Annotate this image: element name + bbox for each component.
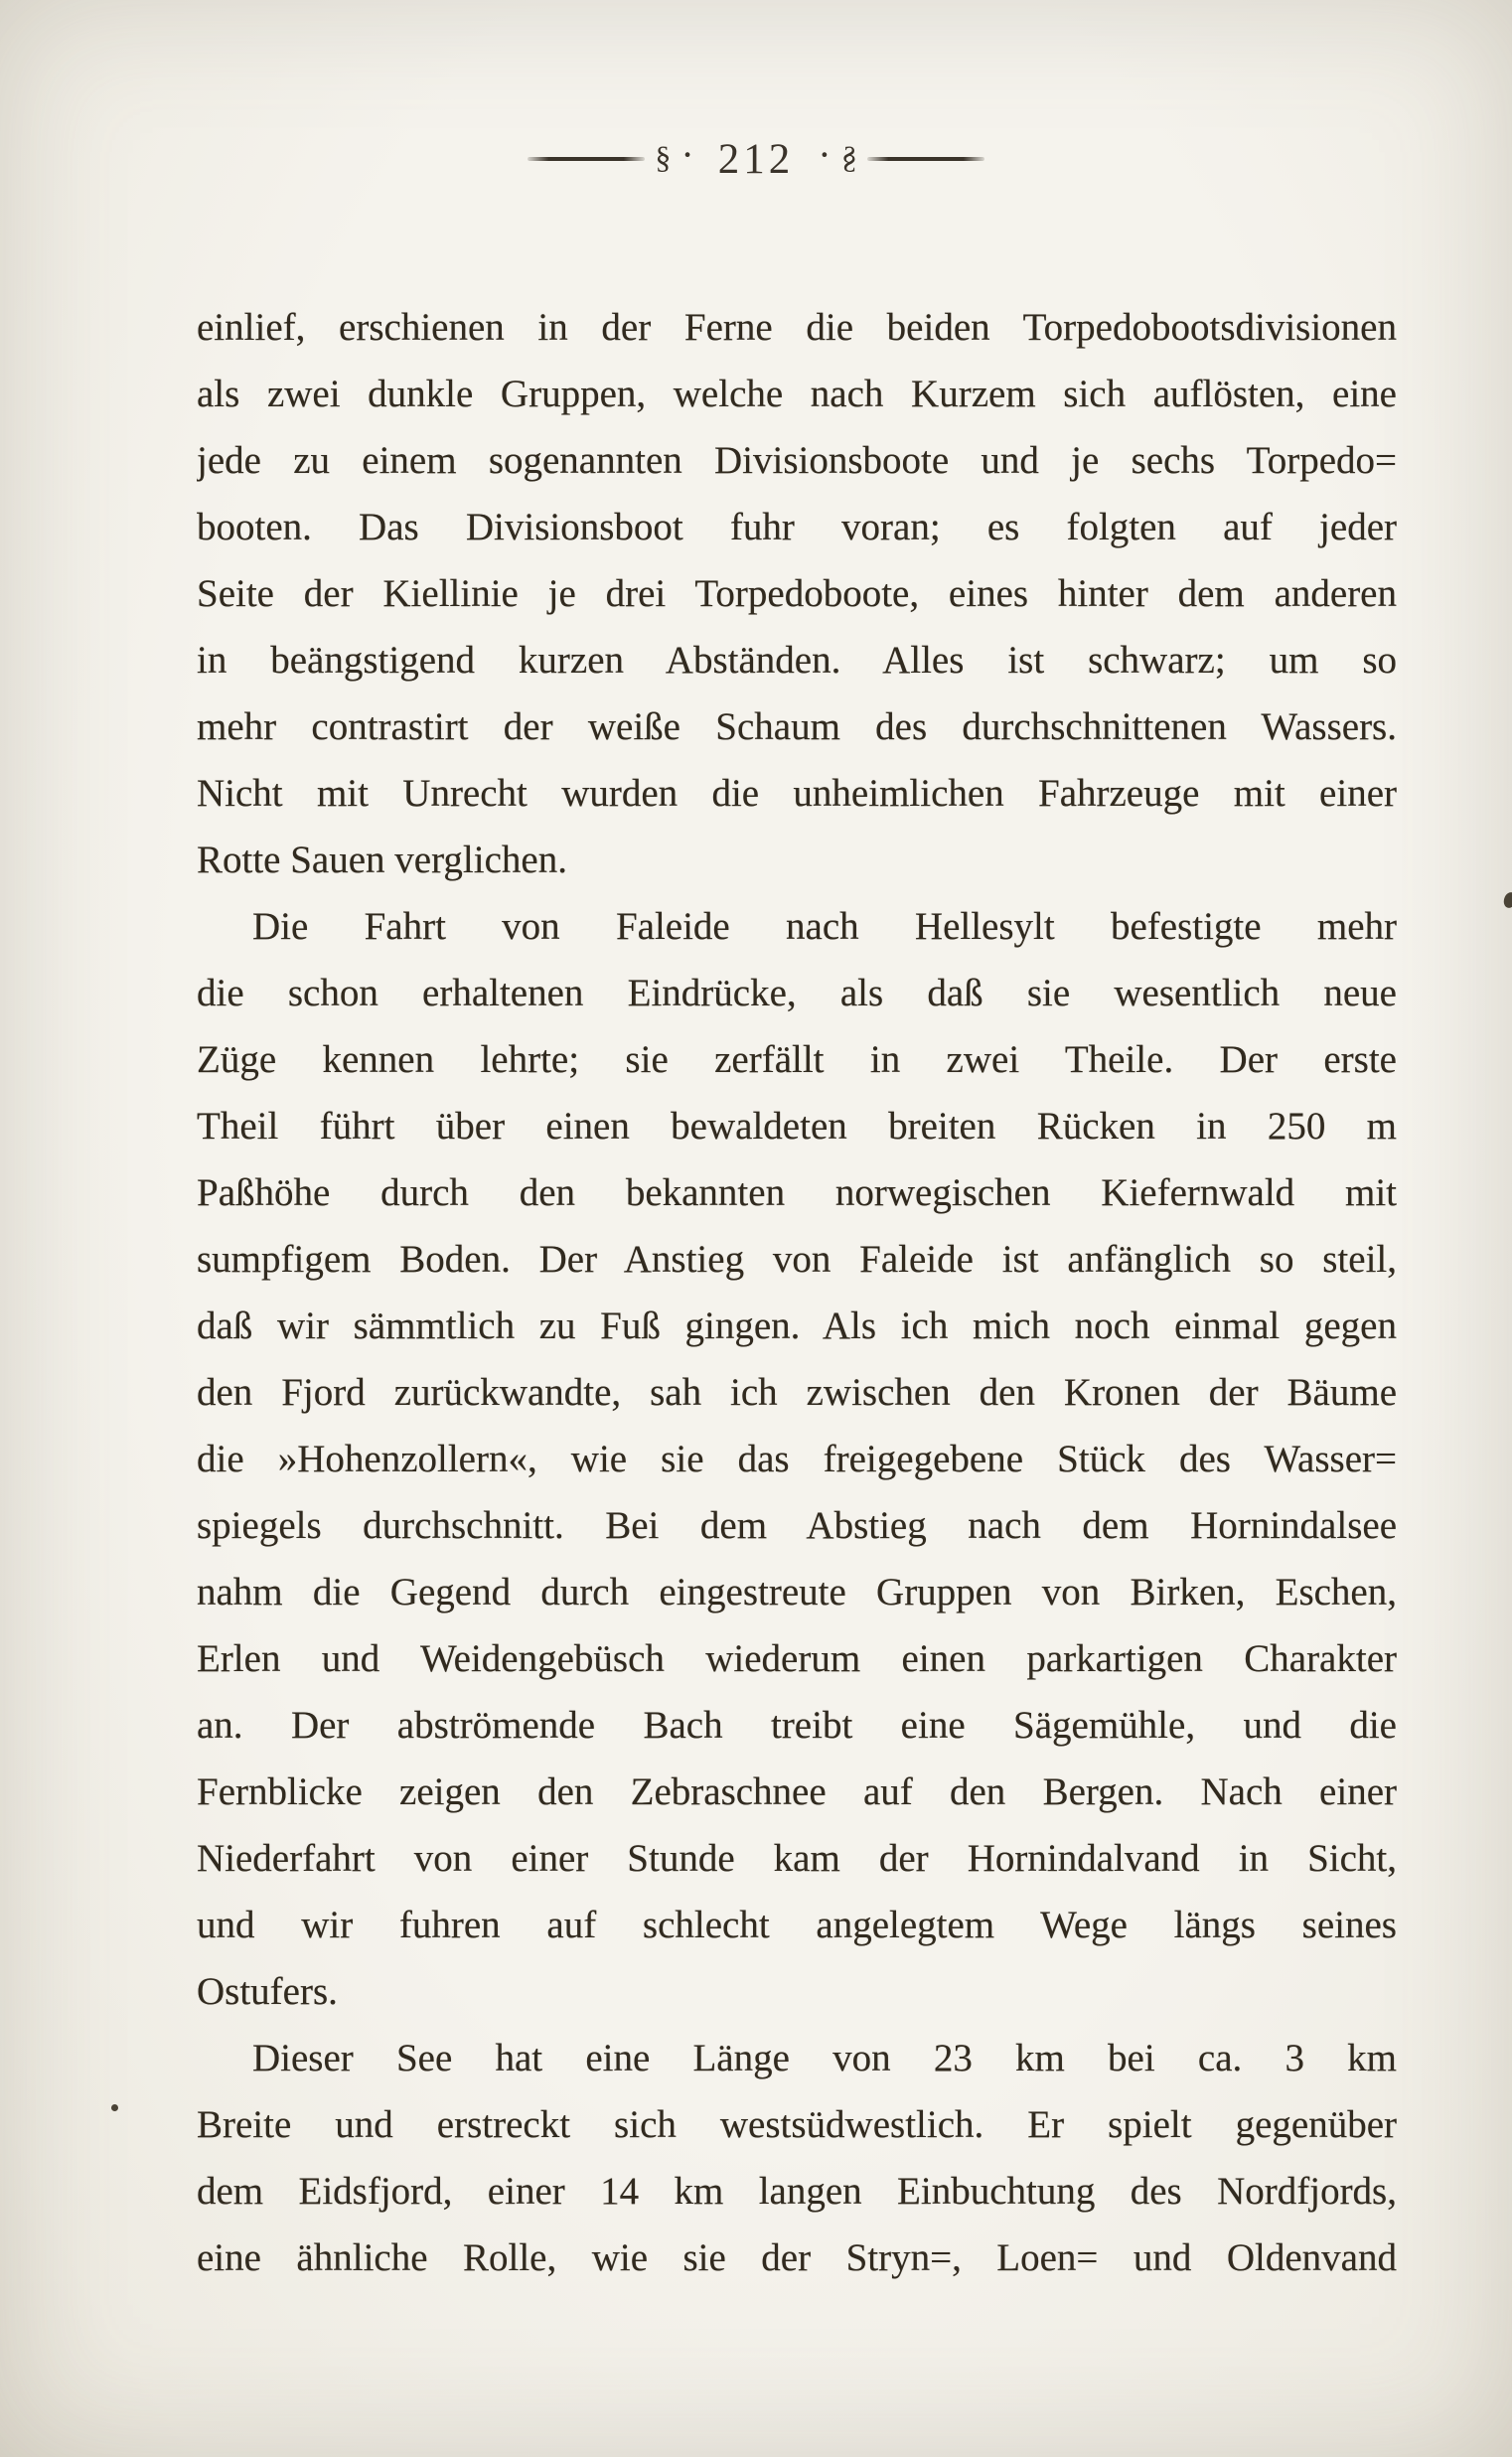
- header-dot-left: ·: [680, 132, 694, 177]
- scan-speck: [111, 2104, 118, 2111]
- text-line: die schon erhaltenen Eindrücke, als daß sie wesentlich neue: [197, 972, 1397, 1014]
- text-line: Nicht mit Unrecht wurden die unheimlichen Fahrzeuge mit einer: [197, 772, 1397, 815]
- text-line: Züge kennen lehrte; sie zerfällt in zwei Theile. Der erste: [197, 1038, 1397, 1081]
- text-line: an. Der abströmende Bach treibt eine Sägemühle, und die: [197, 1704, 1397, 1747]
- text-line: den Fjord zurückwandte, sah ich zwischen den Kronen der Bäume: [197, 1371, 1397, 1414]
- text-line: dem Eidsfjord, einer 14 km langen Einbuchtung des Nordfjords,: [197, 2170, 1397, 2213]
- scan-speck: [1502, 891, 1512, 910]
- text-line: spiegels durchschnitt. Bei dem Abstieg nach dem Hornindalsee: [197, 1504, 1397, 1547]
- text-line: Paßhöhe durch den bekannten norwegischen Kiefernwald mit: [197, 1171, 1397, 1214]
- page-header: [0, 127, 1512, 191]
- text-line: Fernblicke zeigen den Zebraschnee auf den Bergen. Nach einer: [197, 1770, 1397, 1813]
- text-line: Niederfahrt von einer Stunde kam der Hornindalvand in Sicht,: [197, 1837, 1397, 1880]
- text-line: Breite und erstreckt sich westsüdwestlich. Er spielt gegenüber: [197, 2103, 1397, 2146]
- text-line: nahm die Gegend durch eingestreute Gruppen von Birken, Eschen,: [197, 1571, 1397, 1613]
- text-line: sumpfigem Boden. Der Anstieg von Faleide ist anfänglich so steil,: [197, 1238, 1397, 1281]
- text-line: Ostufers.: [197, 1970, 338, 2013]
- text-line: als zwei dunkle Gruppen, welche nach Kurzem sich auflösten, eine: [197, 373, 1397, 415]
- header-rule-left: [528, 157, 645, 161]
- header-rule-right: [867, 157, 984, 161]
- text-line: und wir fuhren auf schlecht angelegtem Wege längs seines: [197, 1904, 1397, 1946]
- text-line: in beängstigend kurzen Abständen. Alles ist schwarz; um so: [197, 639, 1397, 682]
- header-ornament-right-icon: §: [840, 139, 857, 175]
- text-line: einlief, erschienen in der Ferne die beiden Torpedobootsdivisionen: [197, 306, 1397, 349]
- text-line: daß wir sämmtlich zu Fuß gingen. Als ich mich noch einmal gegen: [197, 1305, 1397, 1347]
- text-line: die »Hohenzollern«, wie sie das freigegebene Stück des Wasser=: [197, 1438, 1397, 1480]
- text-line: booten. Das Divisionsboot fuhr voran; es folgten auf jeder: [197, 506, 1397, 548]
- text-line: Rotte Sauen verglichen.: [197, 839, 567, 881]
- page-number: 212: [717, 135, 795, 183]
- header-dot-right: ·: [818, 132, 832, 177]
- text-line: Theil führt über einen bewaldeten breiten Rücken in 250 m: [197, 1105, 1397, 1148]
- text-line: Seite der Kiellinie je drei Torpedoboote, eines hinter dem anderen: [197, 572, 1397, 615]
- text-line: mehr contrastirt der weiße Schaum des durchschnittenen Wassers.: [197, 705, 1397, 748]
- text-line: jede zu einem sogenannten Divisionsboote und je sechs Torpedo=: [197, 439, 1397, 482]
- text-line: Dieser See hat eine Länge von 23 km bei ca. 3 km: [252, 2037, 1397, 2079]
- text-line: eine ähnliche Rolle, wie sie der Stryn=, Loen= und Oldenvand: [197, 2236, 1397, 2279]
- header-ornament-left-icon: §: [655, 139, 672, 175]
- text-line: Erlen und Weidengebüsch wiederum einen parkartigen Charakter: [197, 1637, 1397, 1680]
- text-block: [197, 294, 1397, 2291]
- text-line: Die Fahrt von Faleide nach Hellesylt befestigte mehr: [252, 905, 1397, 948]
